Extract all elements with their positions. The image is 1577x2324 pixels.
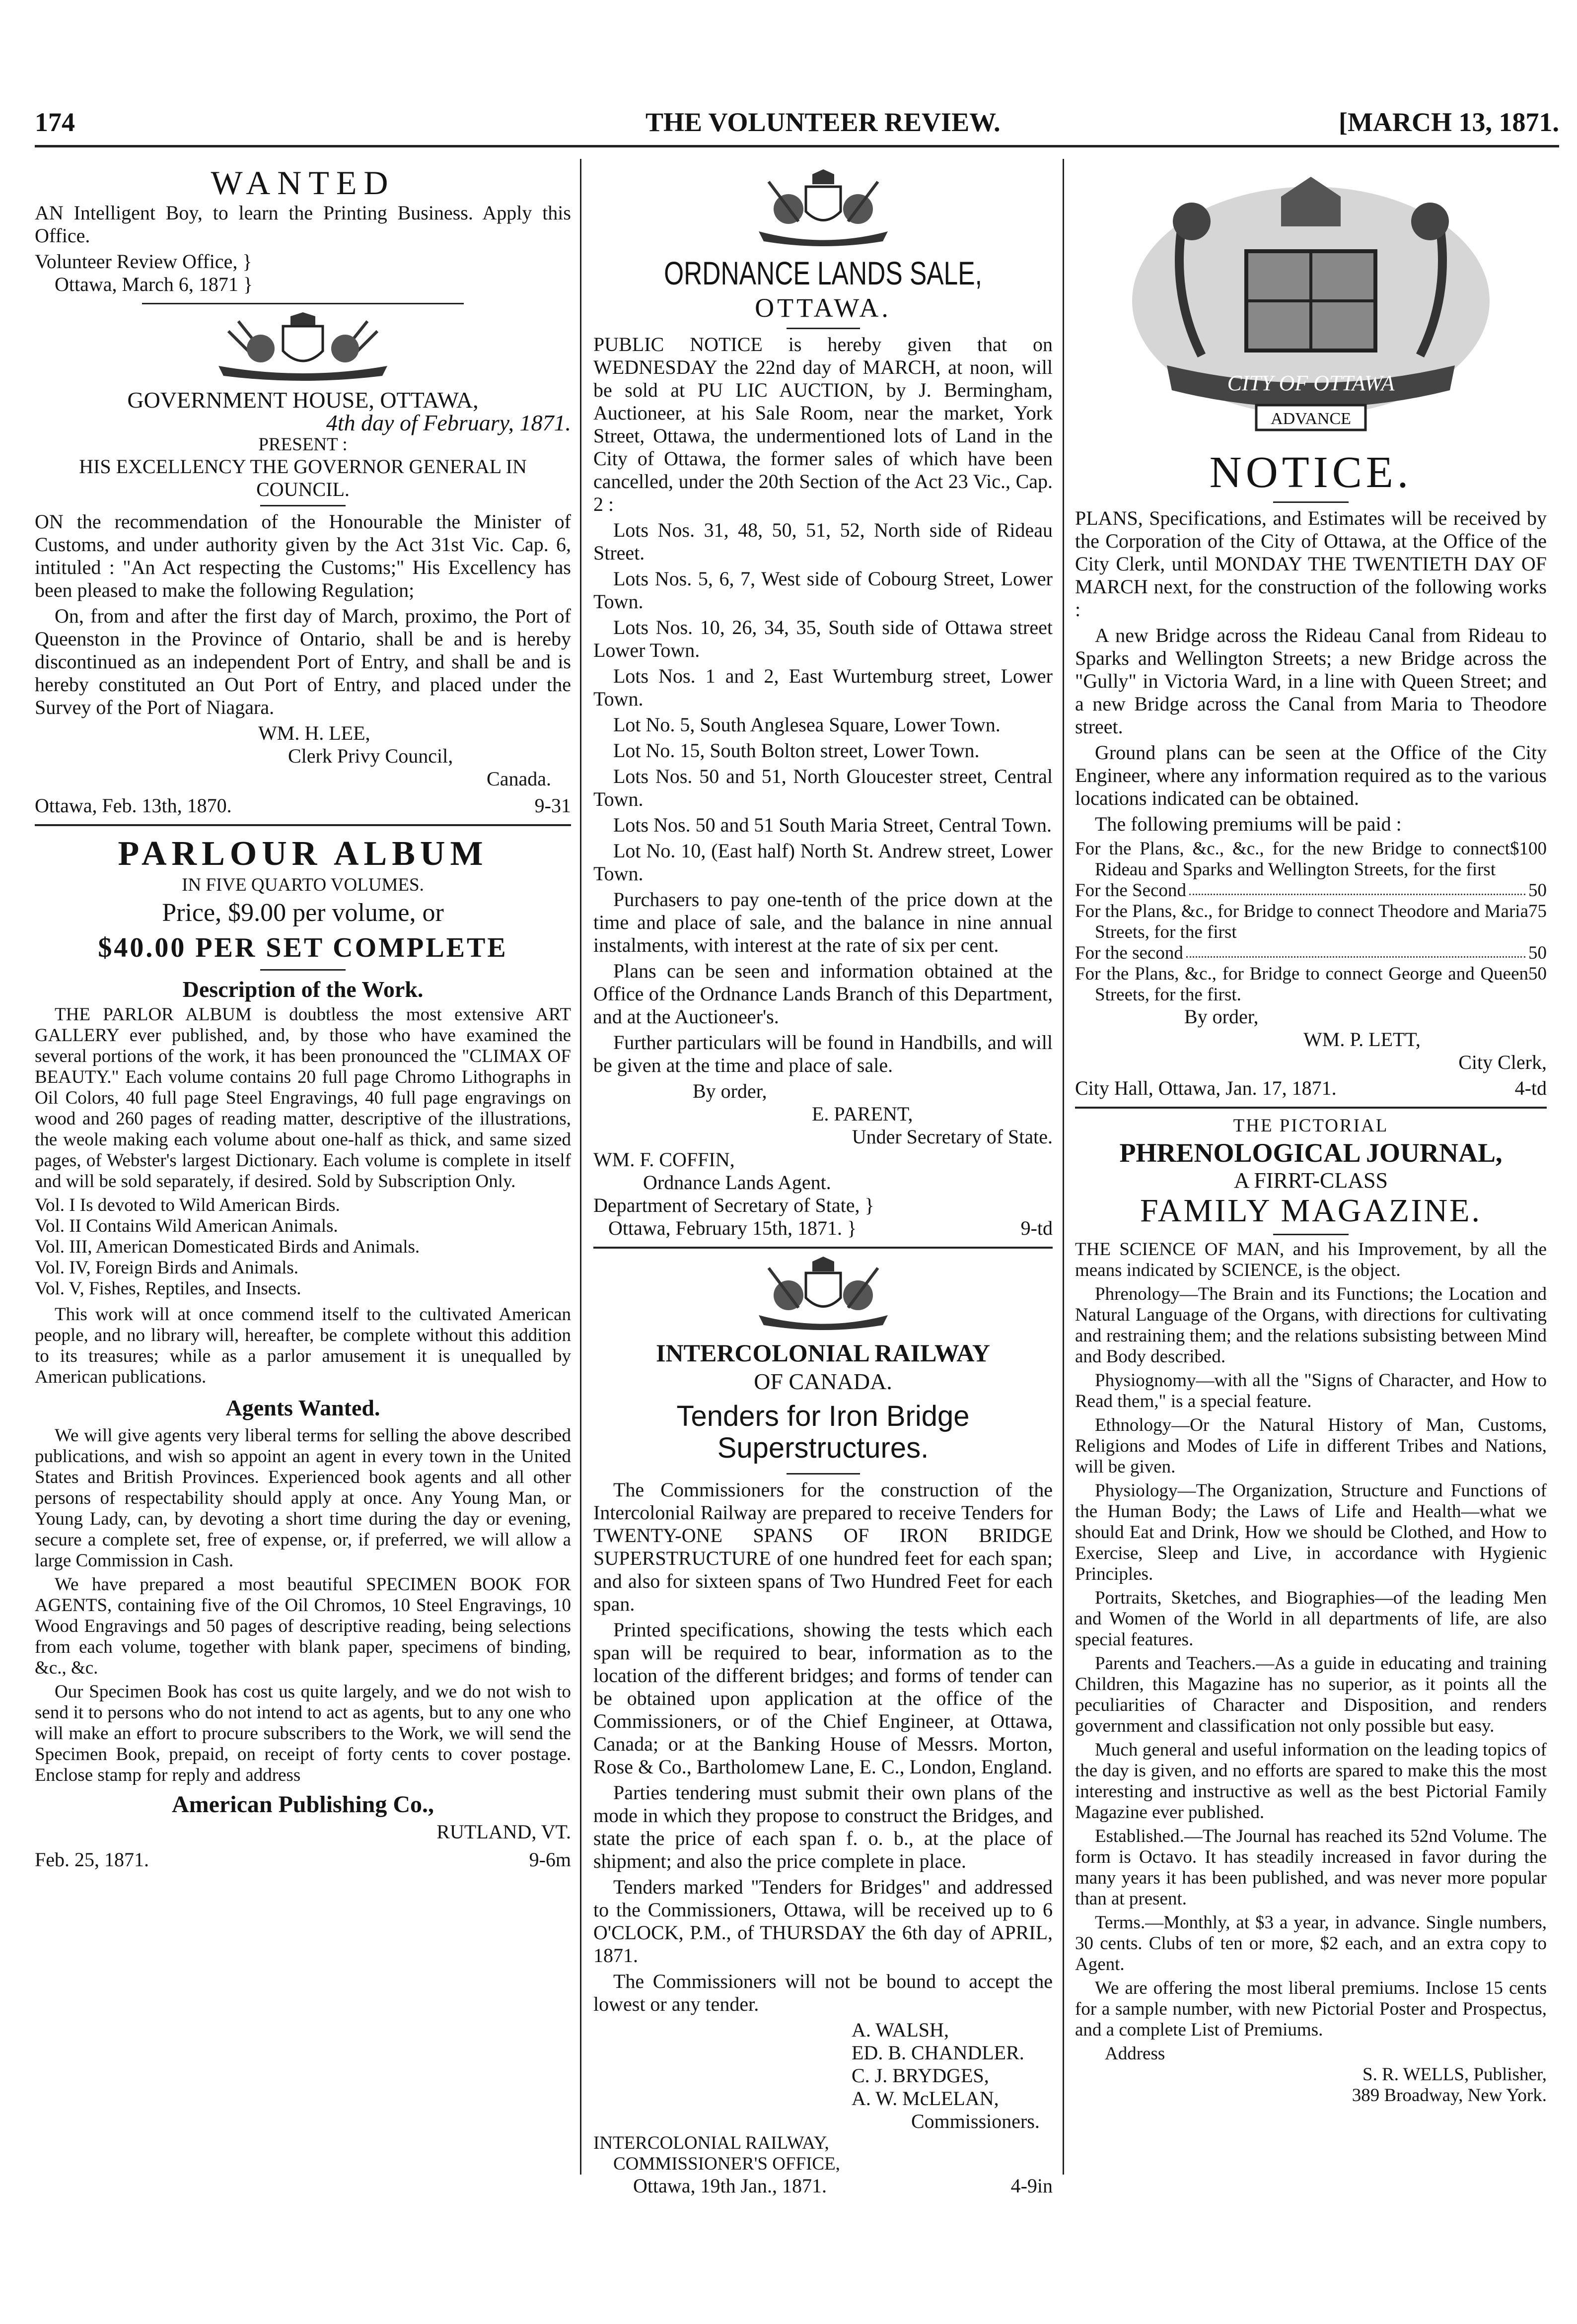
ordnance-lot: Lot No. 15, South Bolton street, Lower Town. [613, 739, 980, 762]
gov-signature-country: Canada. [487, 768, 551, 790]
premium-list [1075, 839, 1547, 1005]
album-volume: Vol. IV, Foreign Birds and Animals. [35, 1258, 299, 1278]
gov-footer-code: 9-31 [534, 794, 571, 817]
premium-amount: $100 [1510, 839, 1547, 859]
column-rule-1 [580, 159, 581, 2175]
crest-city-text: CITY OF OTTAWA [1227, 371, 1395, 395]
album-volume: Vol. V, Fishes, Reptiles, and Insects. [35, 1278, 301, 1299]
railway-paragraph-5: The Commissioners will not be bound to accept the lowest or any tender. [593, 1970, 1053, 2015]
album-volume: Vol. II Contains Wild American Animals. [35, 1216, 338, 1236]
railway-title: INTERCOLONIAL RAILWAY [656, 1339, 990, 1367]
ordnance-paragraph-1: PUBLIC NOTICE is hereby given that on WEDNESDAY the 22nd day of MARCH, at noon, will be sold at PU LIC AUCTION, by J. Bermingham, Auctioneer, at his Sale Room, near the market, York Street, Ottawa, the undermentioned lots of Land in the City of Ottawa, the former sales of which have been cancelled, under the 20th Section of the Act 23 Vic., Cap. 2 : [593, 333, 1053, 515]
section-rule [1075, 1107, 1547, 1109]
railway-office-2: COMMISSIONER'S OFFICE, [613, 2154, 840, 2174]
journal-paragraph-8: Much general and useful information on the leading topics of the day is given, and no efforts are spared to make this the most interesting and instructive as well as the best Pictorial Family Magazine ever published. [1075, 1740, 1547, 1823]
ordnance-paragraph-3: Plans can be seen and information obtained at the Office of the Ordnance Lands Branch of this Department, and at the Auctioneer's. [593, 960, 1053, 1028]
gov-excellency: HIS EXCELLENCY THE GOVERNOR GENERAL IN COUNCIL. [79, 455, 527, 500]
ordnance-lot: Lot No. 10, (East half) North St. Andrew street, Lower Town. [593, 840, 1053, 885]
album-set-price: $40.00 PER SET COMPLETE [98, 932, 508, 963]
album-publisher-place: RUTLAND, VT. [436, 1821, 571, 1843]
premium-amount: 75 [1528, 901, 1547, 921]
wanted-office: Volunteer Review Office, } [35, 250, 252, 273]
railway-paragraph-2: Printed specifications, showing the tests which each span will be required to bear, information as to the location of the different bridges; and forms of tender can be obtained upon application at the office of the Commissioners, or of the Chief Engineer, at Ottawa, Canada; or at the Banking House of Messrs. Morton, Rose & Co., Bartholomew Lane, E. C., London, England. [593, 1619, 1053, 1778]
notice-title: NOTICE. [1209, 448, 1413, 497]
album-title: PARLOUR ALBUM [118, 835, 488, 873]
wanted-ad [35, 164, 571, 296]
wanted-place: Ottawa, March 6, 1871 } [55, 273, 253, 295]
gov-paragraph-2: On, from and after the first day of March, proximo, the Port of Queenston in the Province of Ontario, shall be and is hereby discontinued as an independent Port of Entry, and shall be and is hereby constituted an Out Port of Entry, and placed under the Survey of the Port of Niagara. [35, 605, 571, 718]
notice-signature-title: City Clerk, [1458, 1051, 1547, 1073]
separator [787, 1473, 860, 1475]
ordnance-lot: Lot No. 5, South Anglesea Square, Lower Town. [613, 713, 1001, 736]
notice-paragraph-3: Ground plans can be seen at the Office of the City Engineer, where any information required as to the various locations indicated can be obtained. [1075, 741, 1547, 809]
album-volume-list [35, 1195, 571, 1299]
ordnance-signature-title: Under Secretary of State. [852, 1126, 1053, 1148]
commissioner-name: ED. B. CHANDLER. [852, 2042, 1024, 2064]
railway-paragraph-4: Tenders marked "Tenders for Bridges" and addressed to the Commissioners, Ottawa, will be received up to 6 O'CLOCK, P.M., of THURSDAY the 6th day of APRIL, 1871. [593, 1876, 1053, 1967]
agents-paragraph-3: Our Specimen Book has cost us quite largely, and we do not wish to send it to persons who do not intend to act as agents, but to any one who will make an effort to procure subscribers to the Work, we will send the Specimen Book, prepaid, on receipt of forty cents to cover postage. Enclose stamp for reply and address [35, 1682, 571, 1785]
ordnance-lot: Lots Nos. 50 and 51 South Maria Street, Central Town. [613, 814, 1052, 836]
royal-coat-of-arms-icon [749, 167, 898, 251]
premium-row [1075, 901, 1547, 943]
journal-paragraph-6: Portraits, Sketches, and Biographies—of the leading Men and Women of the World in all departments of life, are also special features. [1075, 1588, 1547, 1650]
separator [142, 303, 464, 304]
notice-footer-date: City Hall, Ottawa, Jan. 17, 1871. [1075, 1077, 1337, 1099]
separator [787, 328, 860, 329]
journal-paragraph-2: Phrenology—The Brain and its Functions; the Location and Natural Language of the Organs, with directions for cultivating and restraining them; and the relations subsisting between Mind and Body described. [1075, 1284, 1547, 1367]
album-subtitle: IN FIVE QUARTO VOLUMES. [182, 875, 424, 895]
journal-title: PHRENOLOGICAL JOURNAL, [1119, 1138, 1503, 1168]
album-description: THE PARLOR ALBUM is doubtless the most extensive ART GALLERY ever published, and, by those who have examined the several portions of the work, it has been pronounced the "CLIMAX OF BEAUTY." Each volume contains 20 full page Chromo Lithographs in Oil Colors, 40 full page Steel Engravings, 40 full page engravings on wood and 260 pages of reading matter, descriptive of the illustrations, the weole making each volume about one-half as thick, and same sized pages, of Webster's largest Dictionary. Each volume is complete in itself and will be sold separately, if desired. Sold by Subscription Only. [35, 1004, 571, 1192]
ordnance-lot: Lots Nos. 50 and 51, North Gloucester street, Central Town. [593, 765, 1053, 810]
separator [260, 969, 346, 971]
notice-paragraph-1: PLANS, Specifications, and Estimates will be received by the Corporation of the City of Ottawa, at the Office of the City Clerk, until MONDAY THE TWENTIETH DAY OF MARCH next, for the construction of the following works : [1075, 507, 1547, 621]
gov-signature-name: WM. H. LEE, [258, 722, 370, 744]
journal-address-label: Address [1105, 2043, 1165, 2064]
commissioner-name: A. WALSH, [852, 2019, 949, 2041]
column-2 [593, 164, 1053, 2197]
album-volume: Vol. I Is devoted to Wild American Birds. [35, 1195, 340, 1215]
city-notice [1075, 167, 1547, 1100]
premium-row [1075, 880, 1547, 901]
journal-paragraph-3: Physiognomy—with all the "Signs of Character, and How to Read them," is a special feature. [1075, 1370, 1547, 1411]
wanted-title: WANTED [211, 164, 395, 202]
separator [260, 505, 346, 506]
journal-publisher: S. R. WELLS, Publisher, [1362, 2064, 1547, 2085]
commissioner-list [593, 2019, 1053, 2133]
column-3 [1075, 164, 1547, 2106]
gov-footer-date: Ottawa, Feb. 13th, 1870. [35, 794, 232, 817]
page-header [35, 107, 1559, 146]
gov-title: GOVERNMENT HOUSE, OTTAWA, [127, 387, 479, 413]
journal-subtitle: A FIRRT-CLASS [1234, 1168, 1388, 1193]
ordnance-agent-title: Ordnance Lands Agent. [643, 1171, 831, 1194]
journal-paragraph-10: Terms.—Monthly, at $3 a year, in advance. Single numbers, 30 cents. Clubs of ten or more, $2 each, and an extra copy to Agent. [1075, 1912, 1547, 1974]
commissioner-title: Commissioners. [911, 2110, 1040, 2132]
journal-paragraph-1: THE SCIENCE OF MAN, and his Improvement, by all the means indicated by SCIENCE, is the object. [1075, 1239, 1547, 1280]
notice-by-order: By order, [1184, 1005, 1259, 1028]
journal-street: 389 Broadway, New York. [1352, 2085, 1547, 2106]
publication-title: THE VOLUNTEER REVIEW. [645, 107, 1001, 137]
journal-family: FAMILY MAGAZINE. [1140, 1193, 1482, 1229]
section-rule [593, 1247, 1053, 1249]
column-1 [35, 164, 571, 1871]
ordnance-dept-date: Ottawa, February 15th, 1871. } [608, 1217, 857, 1239]
premium-text: For the Plans, &c., for Bridge to connect Theodore and Maria Streets, for the first [1075, 901, 1528, 942]
royal-coat-of-arms-icon [199, 311, 407, 386]
royal-coat-of-arms-icon [749, 1256, 898, 1335]
gov-present: PRESENT : [258, 434, 348, 455]
railway-subtitle: OF CANADA. [754, 1369, 892, 1394]
column-rule-2 [1063, 159, 1064, 2175]
ordnance-footer-code: 9-td [1020, 1217, 1053, 1239]
ordnance-signature-name: E. PARENT, [812, 1103, 913, 1125]
album-footer-code: 9-6m [529, 1848, 571, 1871]
agents-paragraph-1: We will give agents very liberal terms for selling the above described publications, and wish so appoint an agent in every town in the United States and British Provinces. Experienced book agents and all other persons of respectability should apply at once. Any Young Man, or Young Lady, can, by devoting a short time during the day or evening, secure a complete set, free of expense, or, if preferred, we will allow a large Commission in Cash. [35, 1425, 571, 1571]
premium-text: For the Second [1075, 880, 1187, 901]
premium-row [1075, 839, 1547, 880]
separator [1273, 501, 1349, 503]
notice-footer-code: 4-td [1514, 1077, 1547, 1099]
railway-paragraph-1: The Commissioners for the construction of the Intercolonial Railway are prepared to receive Tenders for TWENTY-ONE SPANS OF IRON BRIDGE SUPERSTRUCTURE of one hundred feet for each span; and also for sixteen spans of Two Hundred Feet for each span. [593, 1479, 1053, 1615]
intercolonial-railway-notice [593, 1256, 1053, 2197]
railway-paragraph-3: Parties tendering must submit their own plans of the mode in which they propose to construct the Bridges, and state the price of each span f. o. b., at the place of shipment; and also the price complete in place. [593, 1781, 1053, 1872]
album-publisher: American Publishing Co., [171, 1791, 434, 1818]
premium-text: For the Plans, &c., &c., for the new Bridge to connect Rideau and Sparks and Wellington Streets, for the first [1075, 839, 1510, 880]
premium-amount: 50 [1528, 964, 1547, 984]
album-volume: Vol. III, American Domesticated Birds and Animals. [35, 1237, 420, 1257]
journal-the: THE PICTORIAL [1233, 1116, 1389, 1136]
album-description-title: Description of the Work. [182, 977, 424, 1002]
album-price: Price, $9.00 per volume, or [162, 899, 444, 927]
separator [1273, 1234, 1349, 1235]
ordnance-lot: Lots Nos. 31, 48, 50, 51, 52, North side of Rideau Street. [593, 519, 1053, 564]
journal-paragraph-5: Physiology—The Organization, Structure and Functions of the Human Body; the Laws of Life and Health—what we should Eat and Drink, How we should be Clothed, and How to Exercise, Sleep and Live, in accordance with Hygienic Principles. [1075, 1480, 1547, 1584]
phrenological-journal-ad [1075, 1116, 1547, 2106]
wanted-body: AN Intelligent Boy, to learn the Printing Business. Apply this Office. [35, 202, 571, 247]
ordnance-lands-notice [593, 167, 1053, 1240]
section-rule [35, 824, 571, 826]
gov-signature-title: Clerk Privy Council, [288, 745, 453, 767]
issue-date: [MARCH 13, 1871. [1339, 107, 1559, 137]
notice-signature-name: WM. P. LETT, [1303, 1028, 1421, 1051]
parlour-album-ad [35, 833, 571, 1871]
commissioner-name: A. W. McLELAN, [852, 2087, 999, 2110]
premium-amount: 50 [1528, 943, 1547, 963]
ordnance-city: OTTAWA. [755, 293, 891, 323]
agents-paragraph-2: We have prepared a most beautiful SPECIMEN BOOK FOR AGENTS, containing five of the Oil Chromos, 10 Steel Engravings, 10 Wood Engravings and 50 pages of descriptive reading, being selections from each volume, together with blank paper, specimens of binding, &c., &c. [35, 1574, 571, 1678]
album-footer-date: Feb. 25, 1871. [35, 1848, 149, 1871]
journal-paragraph-7: Parents and Teachers.—As a guide in educating and training Children, this Magazine has no superior, as it points all the peculiarities of Character and Disposition, and renders government and classification not only possible but easy. [1075, 1653, 1547, 1736]
journal-paragraph-11: We are offering the most liberal premiums. Inclose 15 cents for a sample number, with new Pictorial Poster and Prospectus, and a complete List of Premiums. [1075, 1978, 1547, 2040]
ordnance-paragraph-2: Purchasers to pay one-tenth of the price down at the time and place of sale, and the balance in nine annual instalments, with interest at the rate of six per cent. [593, 888, 1053, 956]
ordnance-lot: Lots Nos. 1 and 2, East Wurtemburg street, Lower Town. [593, 665, 1053, 710]
premium-row [1075, 943, 1547, 964]
album-commend: This work will at once commend itself to the cultivated American people, and no library will, hereafter, be complete without this addition to its treasures; while as a parlor amusement it is unequalled by American publications. [35, 1304, 571, 1387]
ordnance-lot: Lots Nos. 5, 6, 7, West side of Cobourg Street, Lower Town. [593, 567, 1053, 613]
crest-motto-text: ADVANCE [1271, 410, 1351, 428]
ordnance-paragraph-4: Further particulars will be found in Handbills, and will be given at the time and place of sale. [593, 1031, 1053, 1076]
notice-paragraph-2: A new Bridge across the Rideau Canal from Rideau to Sparks and Wellington Streets; a new Bridge across the "Gully" in Victoria Ward, in a line with Queen Street; and a new Bridge across the Canal from Maria to Theodore street. [1075, 624, 1547, 738]
railway-footer-code: 4-9in [1010, 2175, 1053, 2197]
railway-office-1: INTERCOLONIAL RAILWAY, [593, 2133, 829, 2153]
premium-amount: 50 [1528, 880, 1547, 901]
journal-paragraph-4: Ethnology—Or the Natural History of Man, Customs, Religions and Modes of Life in different Tribes and Nations, will be given. [1075, 1415, 1547, 1477]
notice-paragraph-4: The following premiums will be paid : [1095, 813, 1402, 835]
government-house-notice [35, 311, 571, 817]
page-number: 174 [35, 107, 75, 137]
ordnance-department: Department of Secretary of State, } [593, 1194, 874, 1216]
premium-row [1075, 964, 1547, 1005]
ordnance-lot: Lots Nos. 10, 26, 34, 35, South side of Ottawa street Lower Town. [593, 616, 1053, 661]
railway-tenders-heading: Tenders for Iron Bridge Superstructures. [676, 1400, 970, 1464]
premium-text: For the Plans, &c., for Bridge to connect George and Queen Streets, for the first. [1075, 964, 1528, 1005]
ordnance-by-order: By order, [693, 1080, 767, 1102]
commissioner-name: C. J. BRYDGES, [852, 2064, 989, 2087]
ordnance-agent-name: WM. F. COFFIN, [593, 1148, 735, 1171]
premium-text: For the second [1075, 943, 1183, 963]
gov-date: 4th day of February, 1871. [326, 410, 571, 435]
ordnance-lot-list [593, 519, 1053, 885]
city-of-ottawa-coat-of-arms-icon [1107, 167, 1514, 445]
header-rule [35, 145, 1559, 147]
ordnance-title: ORDNANCE LANDS SALE, [664, 255, 982, 291]
journal-paragraph-9: Established.—The Journal has reached its 52nd Volume. The form is Octavo. It has steadily increased in favor during the many years it has been published, and was never more popular than at present. [1075, 1826, 1547, 1909]
railway-footer-date: Ottawa, 19th Jan., 1871. [633, 2175, 827, 2197]
agents-title: Agents Wanted. [225, 1395, 380, 1420]
gov-paragraph-1: ON the recommendation of the Honourable the Minister of Customs, and under authority given by the Act 31st Vic. Cap. 6, intituled : "An Act respecting the Customs;" His Excellency has been pleased to make the following Regulation; [35, 510, 571, 601]
